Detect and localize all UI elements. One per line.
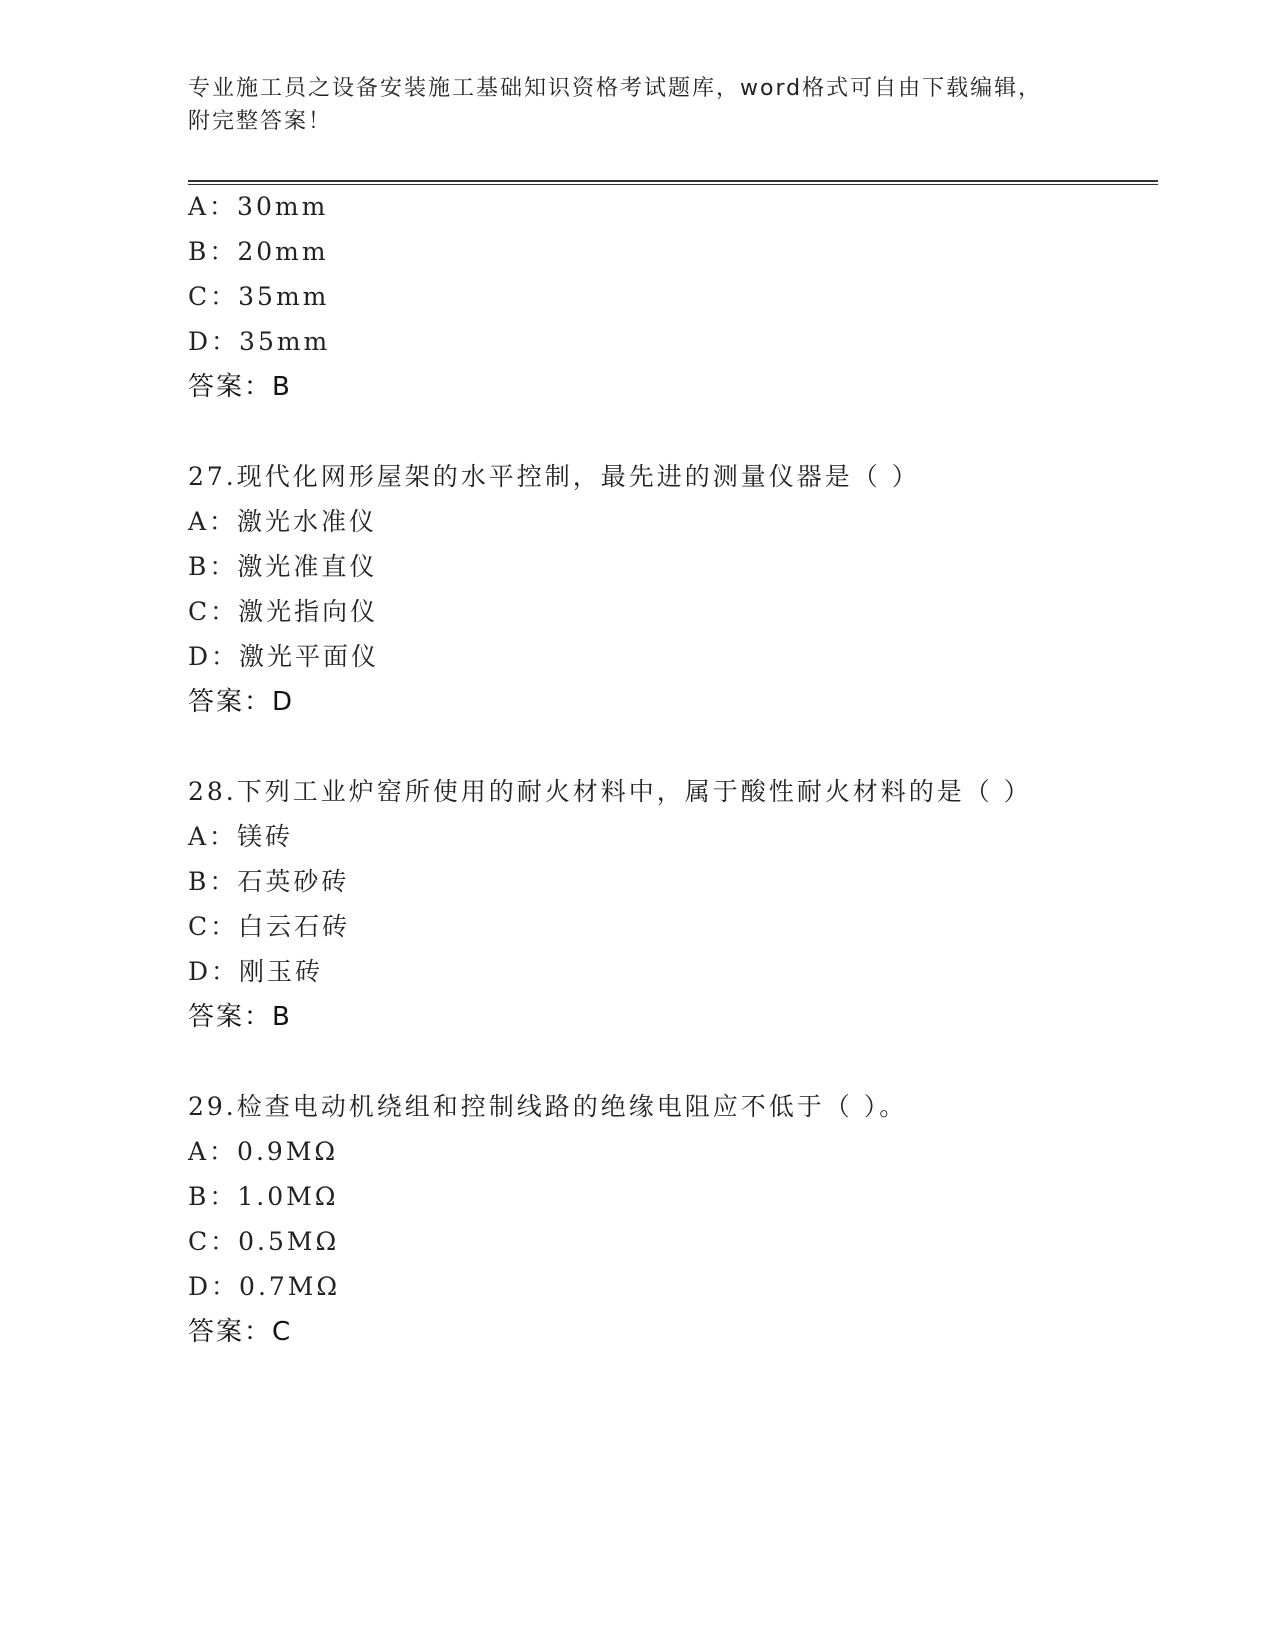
- option-d: D：0.7MΩ: [188, 1272, 341, 1301]
- answer-line: 答案：B: [188, 1002, 292, 1032]
- option-a: A：30mm: [188, 192, 329, 221]
- answer-line: 答案：D: [188, 687, 295, 717]
- option-b: B：石英砂砖: [188, 867, 350, 896]
- option-d: D：刚玉砖: [188, 957, 324, 986]
- answer-line: 答案：B: [188, 372, 292, 402]
- question-text: 27.现代化网形屋架的水平控制，最先进的测量仪器是（ ）: [188, 462, 920, 491]
- option-c: C：白云石砖: [188, 912, 351, 941]
- option-d: D：激光平面仪: [188, 642, 380, 671]
- option-c: C：0.5MΩ: [188, 1227, 340, 1256]
- document-header: [188, 72, 1088, 138]
- question-text: 29.检查电动机绕组和控制线路的绝缘电阻应不低于（ ）。: [188, 1092, 908, 1121]
- option-b: B：激光准直仪: [188, 552, 378, 581]
- option-b: B：20mm: [188, 237, 329, 266]
- option-c: C：35mm: [188, 282, 330, 311]
- option-a: A：激光水准仪: [188, 507, 378, 536]
- header-divider-top: [188, 180, 1158, 182]
- header-line-2: 附完整答案！: [188, 109, 333, 134]
- option-b: B：1.0MΩ: [188, 1182, 339, 1211]
- header-divider-bottom: [188, 184, 1158, 185]
- option-a: A：镁砖: [188, 822, 294, 851]
- question-text: 28.下列工业炉窑所使用的耐火材料中，属于酸性耐火材料的是（ ）: [188, 777, 1032, 806]
- header-line-1: 专业施工员之设备安装施工基础知识资格考试题库，word格式可自由下载编辑，: [188, 76, 1043, 101]
- option-d: D：35mm: [188, 327, 331, 356]
- answer-line: 答案：C: [188, 1317, 293, 1347]
- option-c: C：激光指向仪: [188, 597, 379, 626]
- option-a: A：0.9MΩ: [188, 1137, 339, 1166]
